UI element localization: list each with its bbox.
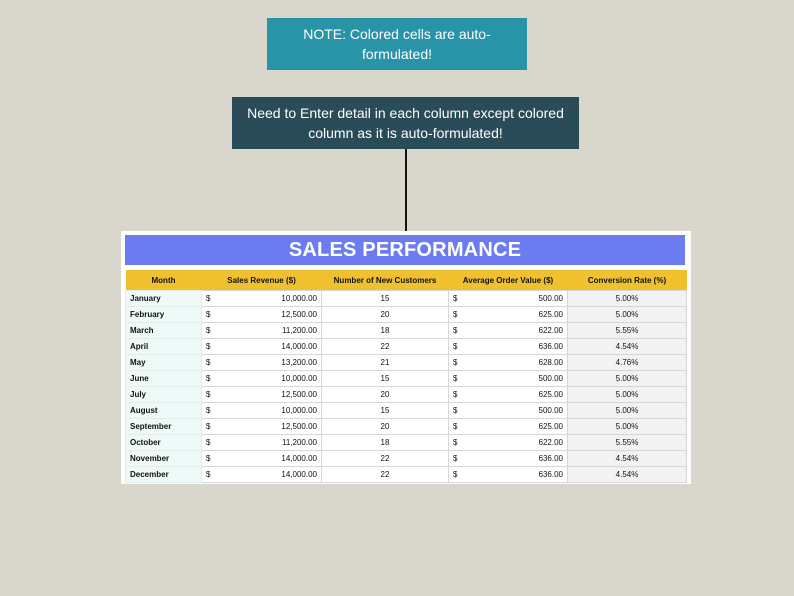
currency-symbol: $ <box>206 294 211 303</box>
conversion-rate-cell: 5.00% <box>568 387 687 403</box>
currency-symbol: $ <box>206 438 211 447</box>
conversion-rate-cell: 5.00% <box>568 291 687 307</box>
new-customers-cell[interactable]: 15 <box>322 371 449 387</box>
sales-revenue-cell[interactable] <box>202 403 322 419</box>
sales-revenue-cell[interactable] <box>202 355 322 371</box>
new-customers-cell[interactable]: 15 <box>322 403 449 419</box>
average-order-value-cell[interactable] <box>449 339 568 355</box>
instruction-text: Need to Enter detail in each column except colored column as it is auto-formulated! <box>247 105 564 141</box>
average-order-value: 622.00 <box>538 326 563 335</box>
currency-symbol: $ <box>453 294 458 303</box>
currency-symbol: $ <box>206 390 211 399</box>
new-customers-cell[interactable]: 22 <box>322 451 449 467</box>
header-average-order-value: Average Order Value ($) <box>449 270 568 291</box>
average-order-value-cell[interactable] <box>449 307 568 323</box>
average-order-value-cell[interactable] <box>449 387 568 403</box>
month-cell[interactable]: April <box>126 339 202 355</box>
sales-revenue-value: 11,200.00 <box>282 326 317 335</box>
sales-revenue-value: 12,500.00 <box>281 422 317 431</box>
currency-symbol: $ <box>206 422 211 431</box>
month-cell[interactable]: March <box>126 323 202 339</box>
conversion-rate-cell: 5.55% <box>568 323 687 339</box>
new-customers-cell[interactable]: 21 <box>322 355 449 371</box>
sales-revenue-cell[interactable] <box>202 291 322 307</box>
average-order-value-cell[interactable] <box>449 403 568 419</box>
note-text: NOTE: Colored cells are auto-formulated! <box>303 26 491 62</box>
sales-revenue-value: 12,500.00 <box>281 310 317 319</box>
new-customers-cell[interactable]: 15 <box>322 291 449 307</box>
currency-symbol: $ <box>206 310 211 319</box>
average-order-value-cell[interactable] <box>449 355 568 371</box>
sales-revenue-value: 14,000.00 <box>281 342 317 351</box>
average-order-value: 500.00 <box>538 294 563 303</box>
table-row <box>126 467 687 483</box>
average-order-value: 636.00 <box>538 454 563 463</box>
sales-revenue-value: 12,500.00 <box>281 390 317 399</box>
table-row <box>126 451 687 467</box>
new-customers-cell[interactable]: 22 <box>322 339 449 355</box>
average-order-value-cell[interactable] <box>449 323 568 339</box>
conversion-rate-cell: 4.54% <box>568 467 687 483</box>
sales-revenue-cell[interactable] <box>202 339 322 355</box>
sales-revenue-value: 11,200.00 <box>282 438 317 447</box>
conversion-rate-cell: 5.00% <box>568 419 687 435</box>
sales-revenue-cell[interactable] <box>202 467 322 483</box>
new-customers-cell[interactable]: 20 <box>322 307 449 323</box>
currency-symbol: $ <box>453 342 458 351</box>
currency-symbol: $ <box>453 326 458 335</box>
table-row <box>126 387 687 403</box>
sales-revenue-value: 13,200.00 <box>281 358 317 367</box>
month-cell[interactable]: December <box>126 467 202 483</box>
currency-symbol: $ <box>206 358 211 367</box>
currency-symbol: $ <box>453 358 458 367</box>
average-order-value-cell[interactable] <box>449 371 568 387</box>
month-cell[interactable]: May <box>126 355 202 371</box>
table-row <box>126 307 687 323</box>
header-sales-revenue: Sales Revenue ($) <box>202 270 322 291</box>
sales-revenue-cell[interactable] <box>202 371 322 387</box>
average-order-value-cell[interactable] <box>449 467 568 483</box>
table-row <box>126 403 687 419</box>
average-order-value: 625.00 <box>538 422 563 431</box>
average-order-value: 628.00 <box>538 358 563 367</box>
currency-symbol: $ <box>206 342 211 351</box>
month-cell[interactable]: July <box>126 387 202 403</box>
header-row <box>126 270 687 291</box>
currency-symbol: $ <box>453 310 458 319</box>
sales-table <box>125 270 687 483</box>
table-row <box>126 339 687 355</box>
sales-revenue-cell[interactable] <box>202 419 322 435</box>
table-row <box>126 323 687 339</box>
month-cell[interactable]: February <box>126 307 202 323</box>
currency-symbol: $ <box>206 326 211 335</box>
average-order-value: 636.00 <box>538 470 563 479</box>
new-customers-cell[interactable]: 20 <box>322 419 449 435</box>
average-order-value-cell[interactable] <box>449 435 568 451</box>
header-month: Month <box>126 270 202 291</box>
month-cell[interactable]: September <box>126 419 202 435</box>
sales-revenue-cell[interactable] <box>202 451 322 467</box>
new-customers-cell[interactable]: 18 <box>322 435 449 451</box>
sales-revenue-cell[interactable] <box>202 307 322 323</box>
table-row <box>126 291 687 307</box>
sales-revenue-value: 14,000.00 <box>281 454 317 463</box>
conversion-rate-cell: 5.00% <box>568 403 687 419</box>
sales-performance-sheet <box>121 231 691 484</box>
average-order-value: 636.00 <box>538 342 563 351</box>
average-order-value: 622.00 <box>538 438 563 447</box>
currency-symbol: $ <box>453 454 458 463</box>
sales-revenue-cell[interactable] <box>202 435 322 451</box>
month-cell[interactable]: November <box>126 451 202 467</box>
new-customers-cell[interactable]: 22 <box>322 467 449 483</box>
conversion-rate-cell: 4.54% <box>568 339 687 355</box>
sheet-title: SALES PERFORMANCE <box>125 235 685 265</box>
month-cell[interactable]: January <box>126 291 202 307</box>
conversion-rate-cell: 5.00% <box>568 371 687 387</box>
table-row <box>126 371 687 387</box>
note-box <box>267 18 527 70</box>
header-conversion-rate: Conversion Rate (%) <box>568 270 687 291</box>
currency-symbol: $ <box>453 406 458 415</box>
sales-revenue-value: 10,000.00 <box>281 374 317 383</box>
average-order-value-cell[interactable] <box>449 419 568 435</box>
currency-symbol: $ <box>453 390 458 399</box>
conversion-rate-cell: 5.55% <box>568 435 687 451</box>
header-new-customers: Number of New Customers <box>322 270 449 291</box>
month-cell[interactable]: August <box>126 403 202 419</box>
month-cell[interactable]: October <box>126 435 202 451</box>
currency-symbol: $ <box>206 454 211 463</box>
conversion-rate-cell: 5.00% <box>568 307 687 323</box>
sales-revenue-cell[interactable] <box>202 387 322 403</box>
new-customers-cell[interactable]: 20 <box>322 387 449 403</box>
month-cell[interactable]: June <box>126 371 202 387</box>
currency-symbol: $ <box>206 374 211 383</box>
sales-revenue-value: 10,000.00 <box>281 294 317 303</box>
average-order-value: 625.00 <box>538 310 563 319</box>
sales-revenue-value: 14,000.00 <box>281 470 317 479</box>
currency-symbol: $ <box>206 406 211 415</box>
instruction-box <box>232 97 579 149</box>
currency-symbol: $ <box>453 438 458 447</box>
table-row <box>126 419 687 435</box>
currency-symbol: $ <box>453 470 458 479</box>
average-order-value: 500.00 <box>538 406 563 415</box>
average-order-value-cell[interactable] <box>449 451 568 467</box>
average-order-value-cell[interactable] <box>449 291 568 307</box>
average-order-value: 625.00 <box>538 390 563 399</box>
currency-symbol: $ <box>206 470 211 479</box>
sales-revenue-value: 10,000.00 <box>281 406 317 415</box>
conversion-rate-cell: 4.76% <box>568 355 687 371</box>
new-customers-cell[interactable]: 18 <box>322 323 449 339</box>
currency-symbol: $ <box>453 422 458 431</box>
table-body <box>126 291 687 483</box>
sales-revenue-cell[interactable] <box>202 323 322 339</box>
average-order-value: 500.00 <box>538 374 563 383</box>
connector-line <box>405 149 407 232</box>
currency-symbol: $ <box>453 374 458 383</box>
table-row <box>126 355 687 371</box>
table-row <box>126 435 687 451</box>
conversion-rate-cell: 4.54% <box>568 451 687 467</box>
